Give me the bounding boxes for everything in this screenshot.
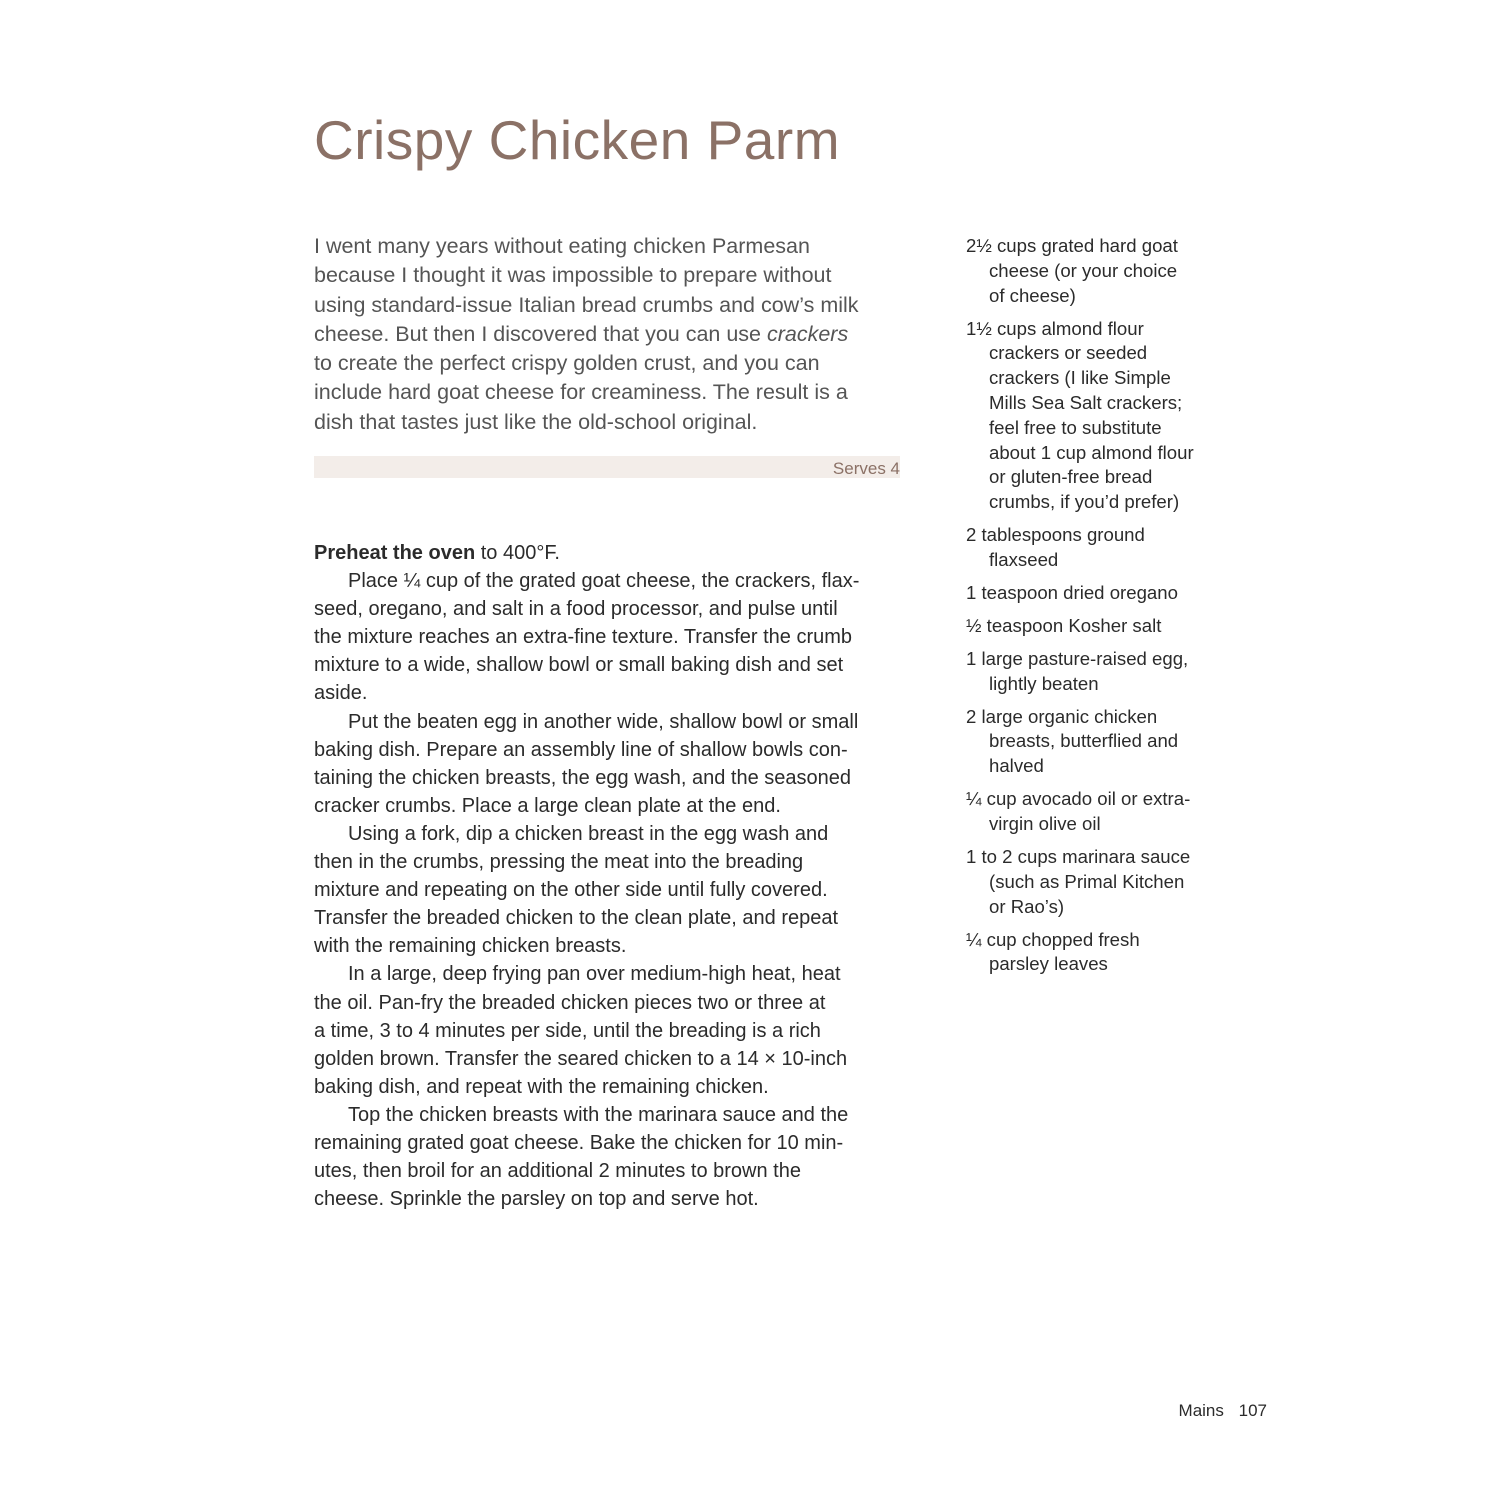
method-lead: Preheat the oven [314, 542, 476, 564]
serves-label: Serves 4 [832, 459, 900, 478]
method-line: Transfer the breaded chicken to the clean plate, and repeat [314, 907, 839, 930]
method-line: cheese. Sprinkle the parsley on top and serve hot. [314, 1188, 759, 1211]
ingredient-line: 2 tablespoons ground [966, 524, 1145, 546]
ingredient-item [966, 787, 1236, 837]
intro-line: because I thought it was impossible to prepare without [314, 263, 832, 288]
ingredient-item [966, 614, 1236, 639]
ingredient-line: feel free to substitute [989, 416, 1162, 438]
method-line: mixture to a wide, shallow bowl or small baking dish and set [314, 654, 844, 677]
intro-text: cheese. But then I discovered that you can use [314, 321, 767, 346]
ingredient-item [966, 647, 1236, 697]
footer-section-name: Mains [1178, 1401, 1224, 1420]
ingredient-line: virgin olive oil [989, 813, 1101, 835]
ingredient-item [966, 523, 1236, 573]
ingredient-line: 1½ cups almond flour [966, 317, 1144, 339]
ingredient-line: 1 teaspoon dried oregano [966, 581, 1178, 603]
method-line: taining the chicken breasts, the egg wash, and the seasoned [314, 766, 852, 789]
method-line: Top the chicken breasts with the marinara sauce and the [348, 1103, 849, 1126]
method-lead-rest: to 400°F. [475, 542, 560, 564]
method-line: remaining grated goat cheese. Bake the chicken for 10 min- [314, 1131, 844, 1154]
intro-emphasis: crackers [766, 321, 849, 346]
ingredient-line: halved [989, 755, 1044, 777]
ingredient-line: 1 large pasture-raised egg, [966, 647, 1189, 669]
method-line: Put the beaten egg in another wide, shallow bowl or small [348, 710, 859, 733]
ingredient-line: 2 large organic chicken [966, 705, 1158, 727]
method-line: the oil. Pan-fry the breaded chicken pieces two or three at [314, 991, 826, 1014]
intro-line: to create the perfect crispy golden crust, and you can [314, 351, 820, 376]
ingredient-line: about 1 cup almond flour [989, 441, 1194, 463]
method-line: the mixture reaches an extra-fine texture. Transfer the crumb [314, 626, 853, 649]
ingredient-line: (such as Primal Kitchen [989, 870, 1185, 892]
ingredient-line: crumbs, if you’d prefer) [989, 491, 1180, 513]
method-line: Using a fork, dip a chicken breast in the egg wash and [348, 822, 829, 845]
ingredient-line: crackers (I like Simple [989, 367, 1171, 389]
recipe-intro [314, 232, 904, 437]
ingredient-line: ¼ cup chopped fresh [966, 928, 1140, 950]
intro-line: dish that tastes just like the old-school original. [314, 409, 758, 434]
ingredient-line: cheese (or your choice [989, 259, 1178, 281]
ingredient-list [966, 234, 1236, 985]
method-line: seed, oregano, and salt in a food processor, and pulse until [314, 598, 838, 621]
ingredient-line: or gluten-free bread [989, 466, 1153, 488]
ingredient-line: 2½ cups grated hard goat [966, 235, 1178, 256]
ingredient-line: ½ teaspoon Kosher salt [966, 614, 1162, 636]
page-number: 107 [1238, 1401, 1267, 1420]
ingredient-line: crackers or seeded [989, 342, 1148, 364]
ingredient-line: parsley leaves [989, 953, 1108, 975]
method-line: utes, then broil for an additional 2 minutes to brown the [314, 1160, 801, 1183]
method-line: baking dish. Prepare an assembly line of shallow bowls con- [314, 738, 848, 761]
ingredient-line: flaxseed [989, 548, 1059, 570]
ingredient-line: ¼ cup avocado oil or extra- [966, 788, 1191, 810]
ingredient-line: Mills Sea Salt crackers; [989, 391, 1183, 413]
ingredient-item [966, 705, 1236, 779]
ingredient-item [966, 317, 1236, 515]
intro-line: include hard goat cheese for creaminess. The result is a [314, 380, 848, 405]
ingredient-line: breasts, butterflied and [989, 730, 1179, 752]
method-line: In a large, deep frying pan over medium-high heat, heat [348, 963, 841, 986]
method-line: mixture and repeating on the other side until fully covered. [314, 879, 828, 902]
ingredient-item [966, 581, 1236, 606]
ingredient-line: 1 to 2 cups marinara sauce [966, 846, 1191, 868]
ingredient-line: of cheese) [989, 284, 1076, 306]
method-line: baking dish, and repeat with the remaining chicken. [314, 1075, 769, 1098]
method-line: then in the crumbs, pressing the meat into the breading [314, 851, 804, 874]
ingredient-item [966, 928, 1236, 978]
method-line: aside. [314, 682, 368, 705]
page-title: Crispy Chicken Parm [314, 109, 841, 171]
method-text [314, 539, 904, 1213]
serves-bar [314, 456, 900, 478]
page-footer [1179, 1401, 1267, 1421]
intro-line: using standard-issue Italian bread crumbs and cow’s milk [314, 292, 859, 317]
intro-line [314, 320, 904, 349]
method-line: golden brown. Transfer the seared chicken to a 14 × 10-inch [314, 1047, 848, 1070]
method-line: with the remaining chicken breasts. [314, 935, 627, 958]
method-line: Place ¼ cup of the grated goat cheese, the crackers, flax- [348, 570, 860, 593]
method-line: a time, 3 to 4 minutes per side, until the breading is a rich [314, 1019, 821, 1042]
ingredient-line: or Rao’s) [989, 895, 1065, 917]
method-line [314, 539, 904, 567]
intro-line: I went many years without eating chicken Parmesan [314, 234, 810, 258]
method-line: cracker crumbs. Place a large clean plate at the end. [314, 794, 781, 817]
ingredient-item [966, 845, 1236, 919]
ingredient-item [966, 234, 1236, 308]
ingredient-line: lightly beaten [989, 672, 1099, 694]
